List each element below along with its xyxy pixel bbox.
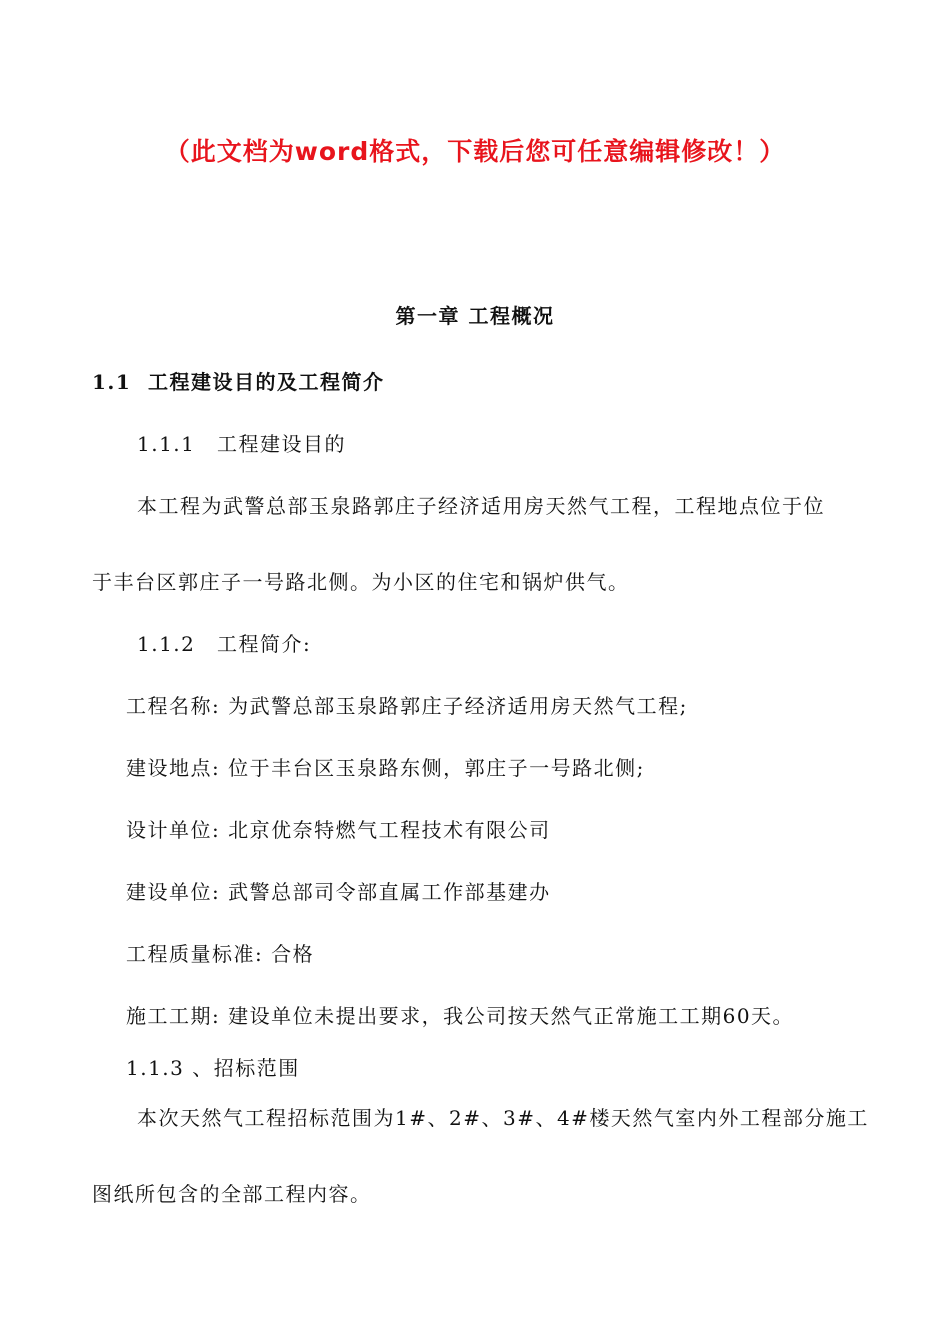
purpose-paragraph-line-1: 本工程为武警总部玉泉路郭庄子经济适用房天然气工程，工程地点位于位 bbox=[137, 494, 825, 518]
field-owner: 建设单位: 武警总部司令部直属工作部基建办 bbox=[126, 880, 551, 904]
section-heading bbox=[92, 366, 385, 395]
purpose-paragraph-line-2: 于丰台区郭庄子一号路北侧。为小区的住宅和锅炉供气。 bbox=[92, 570, 630, 594]
subsection-heading-overview bbox=[137, 628, 311, 657]
field-quality-standard: 工程质量标准: 合格 bbox=[126, 942, 315, 966]
section-number: 1.1 bbox=[92, 370, 132, 394]
subsection-title: 工程建设目的 bbox=[217, 432, 346, 456]
editable-notice: （此文档为word格式，下载后您可任意编辑修改！） bbox=[164, 137, 786, 166]
subsection-title: 工程简介: bbox=[217, 632, 312, 656]
subsection-number: 1.1.2 bbox=[137, 632, 196, 656]
field-designer: 设计单位: 北京优奈特燃气工程技术有限公司 bbox=[126, 818, 551, 842]
subsection-number: 1.1.1 bbox=[137, 432, 196, 456]
chapter-title: 第一章 工程概况 bbox=[395, 304, 555, 328]
subsection-heading-scope: 1.1.3 、招标范围 bbox=[126, 1056, 300, 1080]
scope-paragraph-line-1: 本次天然气工程招标范围为1#、2#、3#、4#楼天然气室内外工程部分施工 bbox=[137, 1106, 869, 1130]
section-title: 工程建设目的及工程简介 bbox=[148, 370, 385, 394]
scope-paragraph-line-2: 图纸所包含的全部工程内容。 bbox=[92, 1182, 372, 1206]
field-location: 建设地点: 位于丰台区玉泉路东侧，郭庄子一号路北侧; bbox=[126, 756, 645, 780]
field-construction-period: 施工工期: 建设单位未提出要求，我公司按天然气正常施工工期60天。 bbox=[126, 1004, 795, 1028]
subsection-heading-purpose bbox=[137, 428, 346, 457]
field-project-name: 工程名称: 为武警总部玉泉路郭庄子经济适用房天然气工程; bbox=[126, 694, 688, 718]
